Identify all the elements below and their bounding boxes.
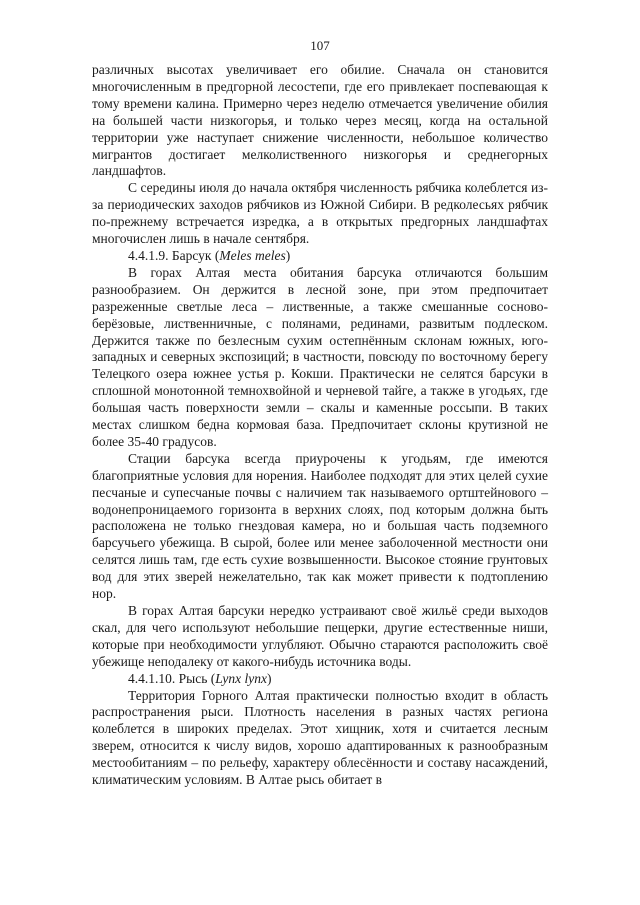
- section-heading-lynx: [92, 671, 548, 688]
- heading-badger-latin-name: Meles meles: [219, 247, 286, 263]
- paragraph-hazel-grouse-abundance: различных высотах увеличивает его обилие. Сначала он становится многочисленным в предгорной лесостепи, где его привлекает поспевающая к тому времени калина. Примерно через неделю отмечается увеличение обилия на большей части низкогорья, и только через месяц, когда на остальной территории уже наступает снижение численности, небольшое количество мигрантов достигает мелколиственного низкогорья и среднегорных ландшафтов.: [92, 62, 548, 179]
- section-heading-badger: [92, 248, 548, 265]
- paragraph-badger-stations: Стации барсука всегда приурочены к угодьям, где имеются благоприятные условия для норения. Наиболее подходят для этих целей сухие песчаные и супесчаные почвы с наличием так называемого ортштейнового – водонепроницаемого горизонта в верхних слоях, под которым должна быть расположена не только гнездовая камера, но и большая часть подземного барсучьего убежища. В сырой, более или менее заболоченной местности они селятся лишь там, где есть сухие возвышенности. Высокое стояние грунтовых вод для этих зверей нежелательно, так как может привести к подтоплению нор.: [92, 450, 548, 602]
- heading-badger-suffix: ): [285, 247, 291, 263]
- paragraph-badger-rock-dens: В горах Алтая барсуки нередко устраивают своё жильё среди выходов скал, для чего используют небольшие пещерки, другие естественные ниши, которые при необходимости углубляют. Обычно стараются расположить своё убежище неподалеку от какого-нибудь источника воды.: [92, 603, 548, 669]
- heading-badger-prefix: 4.4.1.9. Барсук (: [128, 247, 220, 263]
- page-number: 107: [310, 38, 330, 53]
- heading-lynx-prefix: 4.4.1.10. Рысь (: [128, 670, 216, 686]
- paragraph-badger-habitats: В горах Алтая места обитания барсука отличаются большим разнообразием. Он держится в лесной зоне, при этом предпочитает разреженные светлые леса – лиственные, а также смешанные сосново-берёзовые, лиственничные, с полянами, рединами, развитым подлеском. Держится также по безлесным сухим остепнённым склонам южных, юго-западных и северных экспозиций; в частности, повсюду по восточному берегу Телецкого озера южнее устья р. Кокши. Практически не селятся барсуки в сплошной монотонной темнохвойной и черневой тайге, а также в угодьях, где большая часть поверхности земли – скалы и каменные россыпи. В таких местах слишком бедна кормовая база. Предпочитает склоны крутизной не более 35-40 градусов.: [92, 264, 548, 449]
- body-text: [92, 62, 548, 789]
- heading-lynx-latin-name: Lynx lynx: [215, 670, 267, 686]
- paragraph-hazel-grouse-fluctuation: С середины июля до начала октября численность рябчика колеблется из-за периодических заходов рябчиков из Южной Сибири. В редколесьях рябчик по-прежнему встречается изредка, а в открытых предгорных ландшафтах многочислен лишь в начале сентября.: [92, 180, 548, 247]
- heading-lynx-suffix: ): [266, 670, 272, 686]
- paragraph-lynx-range: Территория Горного Алтая практически полностью входит в область распространения рыси. Плотность населения в разных частях региона колеблется в широких пределах. Этот хищник, хотя и считается лесным зверем, относится к числу видов, хорошо адаптированных к разнообразным местообитаниям – по рельефу, характеру облесённости и составу насаждений, климатическим условиям. В Алтае рысь обитает в: [92, 687, 548, 788]
